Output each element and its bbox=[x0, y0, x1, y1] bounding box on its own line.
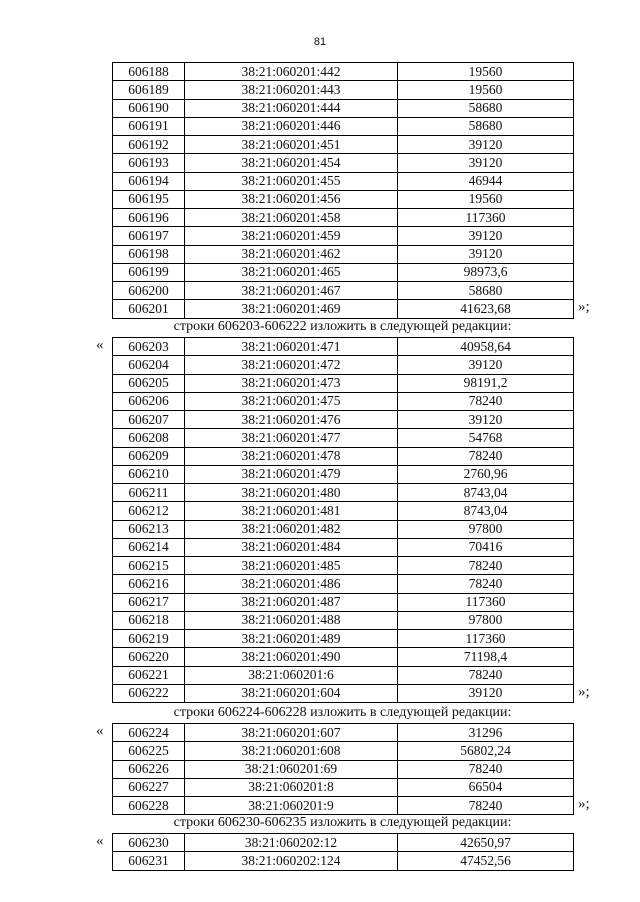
row-number-cell: 606231 bbox=[113, 852, 185, 870]
cadastral-number-cell: 38:21:060201:475 bbox=[185, 392, 398, 410]
amount-cell: 78240 bbox=[398, 797, 574, 815]
row-number-cell: 606196 bbox=[113, 209, 185, 227]
row-number-cell: 606194 bbox=[113, 172, 185, 190]
row-number-cell: 606225 bbox=[113, 742, 185, 760]
register-table bbox=[112, 337, 574, 703]
register-table-block bbox=[112, 337, 573, 703]
amount-cell: 39120 bbox=[398, 227, 574, 245]
amount-cell: 40958,64 bbox=[398, 338, 574, 356]
amount-cell: 78240 bbox=[398, 447, 574, 465]
table-row bbox=[113, 484, 574, 502]
register-table bbox=[112, 62, 574, 319]
table-row bbox=[113, 852, 574, 870]
row-number-cell: 606222 bbox=[113, 684, 185, 702]
row-number-cell: 606227 bbox=[113, 778, 185, 796]
row-number-cell: 606201 bbox=[113, 300, 185, 318]
cadastral-number-cell: 38:21:060201:455 bbox=[185, 172, 398, 190]
amount-cell: 78240 bbox=[398, 557, 574, 575]
amount-cell: 39120 bbox=[398, 136, 574, 154]
register-table bbox=[112, 833, 574, 871]
amount-cell: 39120 bbox=[398, 154, 574, 172]
row-number-cell: 606189 bbox=[113, 81, 185, 99]
cadastral-number-cell: 38:21:060201:482 bbox=[185, 520, 398, 538]
table-row bbox=[113, 99, 574, 117]
row-number-cell: 606198 bbox=[113, 245, 185, 263]
amount-cell: 78240 bbox=[398, 392, 574, 410]
cadastral-number-cell: 38:21:060201:604 bbox=[185, 684, 398, 702]
closing-quote: »; bbox=[578, 683, 590, 700]
amount-cell: 78240 bbox=[398, 666, 574, 684]
amount-cell: 19560 bbox=[398, 63, 574, 81]
table-row bbox=[113, 209, 574, 227]
table-row bbox=[113, 63, 574, 81]
row-number-cell: 606190 bbox=[113, 99, 185, 117]
cadastral-number-cell: 38:21:060201:607 bbox=[185, 724, 398, 742]
amount-cell: 97800 bbox=[398, 520, 574, 538]
amendment-instruction: строки 606230-606235 изложить в следующей редакции: bbox=[173, 815, 512, 830]
table-row bbox=[113, 411, 574, 429]
cadastral-number-cell: 38:21:060201:446 bbox=[185, 117, 398, 135]
cadastral-number-cell: 38:21:060201:69 bbox=[185, 760, 398, 778]
cadastral-number-cell: 38:21:060201:487 bbox=[185, 593, 398, 611]
row-number-cell: 606205 bbox=[113, 374, 185, 392]
row-number-cell: 606212 bbox=[113, 502, 185, 520]
amendment-instruction: строки 606203-606222 изложить в следующей редакции: bbox=[173, 319, 512, 334]
table-row bbox=[113, 172, 574, 190]
table-row bbox=[113, 154, 574, 172]
closing-quote: »; bbox=[578, 796, 590, 812]
row-number-cell: 606214 bbox=[113, 538, 185, 556]
opening-quote: « bbox=[96, 833, 104, 849]
cadastral-number-cell: 38:21:060201:459 bbox=[185, 227, 398, 245]
row-number-cell: 606206 bbox=[113, 392, 185, 410]
amount-cell: 117360 bbox=[398, 593, 574, 611]
row-number-cell: 606191 bbox=[113, 117, 185, 135]
table-row bbox=[113, 666, 574, 684]
table-row bbox=[113, 227, 574, 245]
amount-cell: 19560 bbox=[398, 190, 574, 208]
table-row bbox=[113, 429, 574, 447]
register-table-block bbox=[112, 833, 573, 871]
amount-cell: 98973,6 bbox=[398, 263, 574, 281]
row-number-cell: 606220 bbox=[113, 648, 185, 666]
row-number-cell: 606200 bbox=[113, 282, 185, 300]
amount-cell: 78240 bbox=[398, 760, 574, 778]
amount-cell: 66504 bbox=[398, 778, 574, 796]
cadastral-number-cell: 38:21:060201:467 bbox=[185, 282, 398, 300]
row-number-cell: 606197 bbox=[113, 227, 185, 245]
amount-cell: 56802,24 bbox=[398, 742, 574, 760]
table-row bbox=[113, 797, 574, 815]
table-row bbox=[113, 263, 574, 281]
opening-quote: « bbox=[96, 723, 104, 739]
cadastral-number-cell: 38:21:060201:471 bbox=[185, 338, 398, 356]
cadastral-number-cell: 38:21:060201:472 bbox=[185, 356, 398, 374]
cadastral-number-cell: 38:21:060201:6 bbox=[185, 666, 398, 684]
table-row bbox=[113, 392, 574, 410]
row-number-cell: 606203 bbox=[113, 338, 185, 356]
cadastral-number-cell: 38:21:060201:489 bbox=[185, 630, 398, 648]
amount-cell: 47452,56 bbox=[398, 852, 574, 870]
row-number-cell: 606199 bbox=[113, 263, 185, 281]
table-row bbox=[113, 117, 574, 135]
amount-cell: 54768 bbox=[398, 429, 574, 447]
table-row bbox=[113, 575, 574, 593]
row-number-cell: 606195 bbox=[113, 190, 185, 208]
amount-cell: 117360 bbox=[398, 209, 574, 227]
table-row bbox=[113, 447, 574, 465]
cadastral-number-cell: 38:21:060201:480 bbox=[185, 484, 398, 502]
amount-cell: 117360 bbox=[398, 630, 574, 648]
amount-cell: 71198,4 bbox=[398, 648, 574, 666]
amount-cell: 39120 bbox=[398, 245, 574, 263]
row-number-cell: 606204 bbox=[113, 356, 185, 374]
cadastral-number-cell: 38:21:060201:443 bbox=[185, 81, 398, 99]
amount-cell: 2760,96 bbox=[398, 465, 574, 483]
row-number-cell: 606211 bbox=[113, 484, 185, 502]
table-row bbox=[113, 724, 574, 742]
table-row bbox=[113, 648, 574, 666]
amount-cell: 8743,04 bbox=[398, 484, 574, 502]
cadastral-number-cell: 38:21:060201:488 bbox=[185, 611, 398, 629]
table-row bbox=[113, 520, 574, 538]
cadastral-number-cell: 38:21:060202:12 bbox=[185, 834, 398, 852]
row-number-cell: 606217 bbox=[113, 593, 185, 611]
cadastral-number-cell: 38:21:060201:473 bbox=[185, 374, 398, 392]
cadastral-number-cell: 38:21:060201:478 bbox=[185, 447, 398, 465]
row-number-cell: 606230 bbox=[113, 834, 185, 852]
table-row bbox=[113, 557, 574, 575]
row-number-cell: 606226 bbox=[113, 760, 185, 778]
cadastral-number-cell: 38:21:060201:462 bbox=[185, 245, 398, 263]
table-row bbox=[113, 502, 574, 520]
cadastral-number-cell: 38:21:060201:481 bbox=[185, 502, 398, 520]
table-row bbox=[113, 300, 574, 318]
row-number-cell: 606216 bbox=[113, 575, 185, 593]
cadastral-number-cell: 38:21:060201:454 bbox=[185, 154, 398, 172]
register-table-block bbox=[112, 62, 573, 319]
row-number-cell: 606207 bbox=[113, 411, 185, 429]
cadastral-number-cell: 38:21:060201:9 bbox=[185, 797, 398, 815]
table-row bbox=[113, 593, 574, 611]
cadastral-number-cell: 38:21:060201:8 bbox=[185, 778, 398, 796]
cadastral-number-cell: 38:21:060201:442 bbox=[185, 63, 398, 81]
closing-quote: »; bbox=[578, 299, 590, 316]
amount-cell: 39120 bbox=[398, 411, 574, 429]
row-number-cell: 606209 bbox=[113, 447, 185, 465]
row-number-cell: 606193 bbox=[113, 154, 185, 172]
cadastral-number-cell: 38:21:060201:451 bbox=[185, 136, 398, 154]
row-number-cell: 606215 bbox=[113, 557, 185, 575]
row-number-cell: 606192 bbox=[113, 136, 185, 154]
table-row bbox=[113, 760, 574, 778]
table-row bbox=[113, 136, 574, 154]
table-row bbox=[113, 538, 574, 556]
cadastral-number-cell: 38:21:060202:124 bbox=[185, 852, 398, 870]
table-row bbox=[113, 742, 574, 760]
cadastral-number-cell: 38:21:060201:484 bbox=[185, 538, 398, 556]
row-number-cell: 606210 bbox=[113, 465, 185, 483]
cadastral-number-cell: 38:21:060201:465 bbox=[185, 263, 398, 281]
amount-cell: 58680 bbox=[398, 282, 574, 300]
table-row bbox=[113, 374, 574, 392]
opening-quote: « bbox=[96, 337, 104, 353]
amount-cell: 97800 bbox=[398, 611, 574, 629]
register-table-block bbox=[112, 723, 573, 815]
table-row bbox=[113, 81, 574, 99]
row-number-cell: 606218 bbox=[113, 611, 185, 629]
cadastral-number-cell: 38:21:060201:485 bbox=[185, 557, 398, 575]
amount-cell: 78240 bbox=[398, 575, 574, 593]
amount-cell: 70416 bbox=[398, 538, 574, 556]
amount-cell: 46944 bbox=[398, 172, 574, 190]
register-table bbox=[112, 723, 574, 815]
amount-cell: 31296 bbox=[398, 724, 574, 742]
table-row bbox=[113, 834, 574, 852]
amount-cell: 41623,68 bbox=[398, 300, 574, 318]
table-row bbox=[113, 245, 574, 263]
amount-cell: 42650,97 bbox=[398, 834, 574, 852]
row-number-cell: 606219 bbox=[113, 630, 185, 648]
table-row bbox=[113, 684, 574, 702]
amount-cell: 58680 bbox=[398, 99, 574, 117]
amount-cell: 39120 bbox=[398, 684, 574, 702]
amount-cell: 39120 bbox=[398, 356, 574, 374]
cadastral-number-cell: 38:21:060201:469 bbox=[185, 300, 398, 318]
amount-cell: 19560 bbox=[398, 81, 574, 99]
amendment-instruction: строки 606224-606228 изложить в следующей редакции: bbox=[173, 705, 512, 720]
page-number: 81 bbox=[313, 36, 327, 48]
amount-cell: 98191,2 bbox=[398, 374, 574, 392]
row-number-cell: 606188 bbox=[113, 63, 185, 81]
cadastral-number-cell: 38:21:060201:444 bbox=[185, 99, 398, 117]
row-number-cell: 606228 bbox=[113, 797, 185, 815]
amount-cell: 58680 bbox=[398, 117, 574, 135]
row-number-cell: 606213 bbox=[113, 520, 185, 538]
row-number-cell: 606224 bbox=[113, 724, 185, 742]
cadastral-number-cell: 38:21:060201:477 bbox=[185, 429, 398, 447]
table-row bbox=[113, 611, 574, 629]
amount-cell: 8743,04 bbox=[398, 502, 574, 520]
cadastral-number-cell: 38:21:060201:456 bbox=[185, 190, 398, 208]
table-row bbox=[113, 465, 574, 483]
cadastral-number-cell: 38:21:060201:476 bbox=[185, 411, 398, 429]
table-row bbox=[113, 282, 574, 300]
cadastral-number-cell: 38:21:060201:608 bbox=[185, 742, 398, 760]
cadastral-number-cell: 38:21:060201:458 bbox=[185, 209, 398, 227]
row-number-cell: 606208 bbox=[113, 429, 185, 447]
table-row bbox=[113, 190, 574, 208]
table-row bbox=[113, 338, 574, 356]
table-row bbox=[113, 778, 574, 796]
cadastral-number-cell: 38:21:060201:486 bbox=[185, 575, 398, 593]
row-number-cell: 606221 bbox=[113, 666, 185, 684]
table-row bbox=[113, 630, 574, 648]
table-row bbox=[113, 356, 574, 374]
cadastral-number-cell: 38:21:060201:490 bbox=[185, 648, 398, 666]
cadastral-number-cell: 38:21:060201:479 bbox=[185, 465, 398, 483]
